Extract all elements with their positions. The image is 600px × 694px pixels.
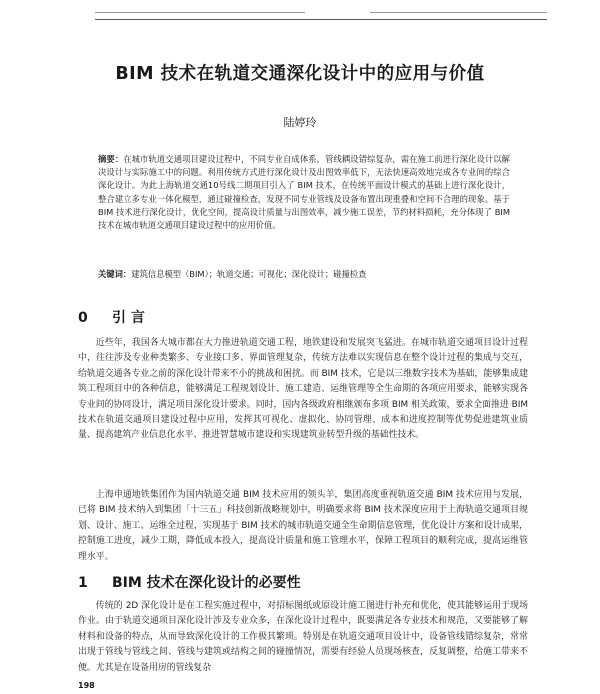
section-heading-necessity	[78, 572, 301, 592]
section-title: 引 言	[112, 310, 145, 326]
section-number: 0	[78, 310, 88, 326]
abstract-text: 在城市轨道交通项目建设过程中，不同专业自成体系，管线耦设错综复杂，需在施工前进行深化设计以解决设计与实际施工中的问题。利用传统方式进行深化设计及出图效率低下，无法快速高效地完成各专业间的综合深化设计。为此上海轨道交通10号线二期项目引入了 BIM 技术，在传统平面设计模式的基础上进行深化设计，整合建立多专业一体化模型，通过碰撞检查，发现不同专业管线及设备布置出现重叠和空间不合理的现象。基于 BIM 技术进行深化设计，优化空间，提高设计质量与出图效率，减少施工误差，节约材料损耗，充分体现了 BIM 技术在城市轨道交通项目建设过程中的应用价值。	[98, 154, 510, 231]
section-heading-intro	[78, 307, 145, 327]
section-number: 1	[78, 575, 88, 591]
keywords-label: 关键词：	[98, 269, 132, 279]
keywords-text: 建筑信息模型（BIM）；轨道交通；可视化；深化设计；碰撞检查	[131, 269, 367, 279]
keywords	[98, 268, 510, 281]
intro-paragraph-2: 上海申通地铁集团作为国内轨道交通 BIM 技术应用的领头羊，集团高度重视轨道交通 BIM 技术应用与发展，已将 BIM 技术纳入到集团「十三五」科技创新战略规划中，明确要求将 BIM 技术深度应用于上海轨道交通项目规划、设计、施工、运维全过程，实现基于 BIM 技术的城市轨道交通全生命期信息管理，优化设计方案和设计成果，控制施工进度，减少工期，降低成本投入，提高设计质量和施工管理水平，保障工程项目的顺利完成，提高运维管理水平。	[78, 490, 528, 562]
page-number: 198	[78, 681, 95, 690]
necessity-paragraph-1: 传统的 2D 深化设计是在工程实施过程中，对招标图纸或原设计施工图进行补充和优化，使其能够运用于现场作业。由于轨道交通项目深化设计涉及专业众多，在深化设计过程中，既要满足各专业技术和规范，又要能够了解材料和设备的特点，从而导致深化设计的工作极其繁琐。特别是在轨道交通项目设计中，设备管线错综复杂，常常出现于管线与管线之间、管线与建筑或结构之间的碰撞情况，需要有经验人员现场核查，反复调整，给施工带来不便。尤其是在设备用房的管线复杂	[78, 601, 528, 673]
abstract-label: 摘要：	[98, 154, 124, 164]
section-title: BIM 技术在深化设计的必要性	[112, 575, 301, 591]
paper-author: 陆婷玲	[283, 116, 317, 129]
intro-paragraph-1: 近些年，我国各大城市都在大力推进轨道交通工程，地铁建设和发展突飞猛进。在城市轨道交通项目设计过程中，往往涉及专业种类繁多、专业接口多、界面管理复杂，传统方法难以实现信息在整个设计过程的集成与交互，给轨道交通各专业之前的深化设计带来不小的挑战和困扰。而 BIM 技术，它是以三维数字技术为基础，能够集成建筑工程项目中的各种信息，能够满足工程规划设计、施工建造、运维管理等全生命期的各项应用要求，能够实现各专业间的协同设计，满足项目深化设计要求。同时，国内各级政府相继颁布多项 BIM 相关政策，要求全面推进 BIM 技术在轨道交通项目建设过程中应用，发挥其可视化、虚拟化、协同管理、成本和进度控制等优势促进建筑业质量、提高建筑产业信息化水平、推进智慧城市建设和实现建筑业转型升级的基础性技术。	[78, 338, 528, 441]
header-rule	[95, 19, 547, 20]
header-rule-right	[370, 12, 547, 13]
header-rule-left	[95, 12, 305, 13]
paper-title: BIM 技术在轨道交通深化设计中的应用与价值	[115, 64, 485, 84]
abstract	[98, 153, 510, 232]
